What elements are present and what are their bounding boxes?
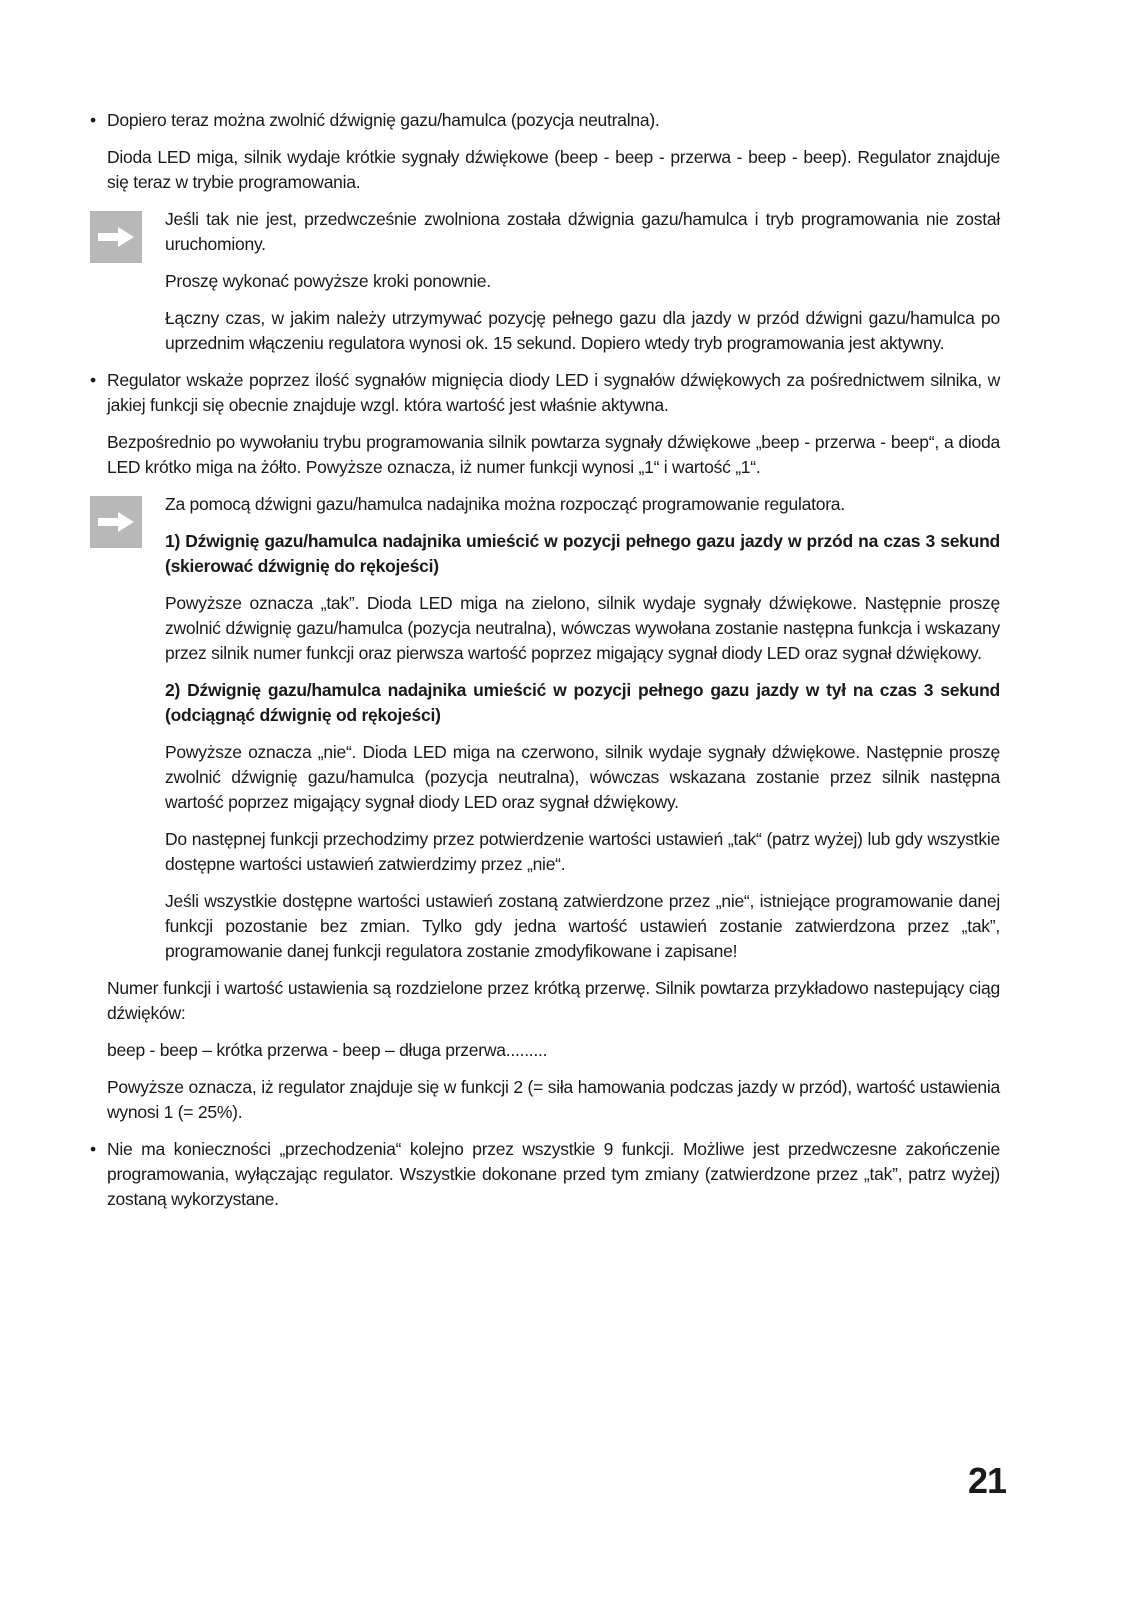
paragraph: beep - beep – krótka przerwa - beep – długa przerwa.........	[107, 1040, 548, 1060]
paragraph: Dioda LED miga, silnik wydaje krótkie sygnały dźwiękowe (beep - beep - przerwa - beep - beep). Regulator znajduje się teraz w trybie programowania.	[107, 147, 1000, 192]
bullet-symbol: •	[90, 110, 96, 130]
step-heading: 2) Dźwignię gazu/hamulca nadajnika umieścić w pozycji pełnego gazu jazdy w tył na czas 3 sekund (odciągnąć dźwignię od rękojeści)	[165, 680, 1000, 725]
note-text: Łączny czas, w jakim należy utrzymywać pozycję pełnego gazu dla jazdy w przód dźwigni gazu/hamulca po uprzednim włączeniu regulatora wynosi ok. 15 sekund. Dopiero wtedy tryb programowania jest aktywny.	[165, 308, 1000, 353]
note-text: Jeśli wszystkie dostępne wartości ustawień zostaną zatwierdzone przez „nie“, istniejące programowanie danej funkcji pozostanie bez zmian. Tylko gdy jedna wartość ustawień zostanie zatwierdzona przez „tak”, programowanie danej funkcji regulatora zostanie zmodyfikowane i zapisane!	[165, 891, 1000, 961]
note-text: Powyższe oznacza „nie“. Dioda LED miga na czerwono, silnik wydaje sygnały dźwiękowe. Następnie proszę zwolnić dźwignię gazu/hamulca (pozycja neutralna), wówczas wskazana zostanie przez silnik następna wartość poprzez migający sygnał diody LED oraz sygnał dźwiękowy.	[165, 742, 1000, 812]
note-text: Do następnej funkcji przechodzimy przez potwierdzenie wartości ustawień „tak“ (patrz wyżej) lub gdy wszystkie dostępne wartości ustawień zatwierdzimy przez „nie“.	[165, 829, 1000, 874]
page-content	[90, 108, 1000, 1224]
bullet-item	[90, 1137, 1000, 1212]
right-arrow-icon	[90, 496, 142, 548]
bullet-symbol: •	[90, 370, 96, 390]
bullet-text: Regulator wskaże poprzez ilość sygnałów mignięcia diody LED i sygnałów dźwiękowych za pośrednictwem silnika, w jakiej funkcji się obecnie znajduje wzgl. która wartość jest właśnie aktywna.	[107, 370, 1000, 415]
bullet-text: Nie ma konieczności „przechodzenia“ kolejno przez wszystkie 9 funkcji. Możliwe jest przedwczesne zakończenie programowania, wyłączając regulator. Wszystkie dokonane przed tym zmiany (zatwierdzone przez „tak”, patrz wyżej) zostaną wykorzystane.	[107, 1139, 1000, 1209]
note-block	[90, 207, 1000, 368]
paragraph: Powyższe oznacza, iż regulator znajduje się w funkcji 2 (= siła hamowania podczas jazdy w przód), wartość ustawienia wynosi 1 (= 25%).	[107, 1077, 1000, 1122]
note-text: Proszę wykonać powyższe kroki ponownie.	[165, 271, 491, 291]
note-text: Powyższe oznacza „tak”. Dioda LED miga na zielono, silnik wydaje sygnały dźwiękowe. Następnie proszę zwolnić dźwignię gazu/hamulca (pozycja neutralna), wówczas wywołana zostanie następna funkcja i wskazany przez silnik numer funkcji oraz pierwsza wartość poprzez migający sygnał diody LED oraz sygnał dźwiękowy.	[165, 593, 1000, 663]
step-heading: 1) Dźwignię gazu/hamulca nadajnika umieścić w pozycji pełnego gazu jazdy w przód na czas 3 sekund (skierować dźwignię do rękojeści)	[165, 531, 1000, 576]
note-body	[165, 492, 1000, 976]
paragraph: Bezpośrednio po wywołaniu trybu programowania silnik powtarza sygnały dźwiękowe „beep - przerwa - beep“, a dioda LED krótko miga na żółto. Powyższe oznacza, iż numer funkcji wynosi „1“ i wartość „1“.	[107, 432, 1000, 477]
bullet-item	[90, 108, 1000, 133]
note-text: Za pomocą dźwigni gazu/hamulca nadajnika można rozpocząć programowanie regulatora.	[165, 494, 845, 514]
note-block	[90, 492, 1000, 976]
bullet-text: Dopiero teraz można zwolnić dźwignię gazu/hamulca (pozycja neutralna).	[107, 110, 660, 130]
page-number: 21	[967, 1460, 1006, 1501]
paragraph: Numer funkcji i wartość ustawienia są rozdzielone przez krótką przerwę. Silnik powtarza przykładowo nastepujący ciąg dźwięków:	[107, 978, 1000, 1023]
bullet-item	[90, 368, 1000, 418]
note-text: Jeśli tak nie jest, przedwcześnie zwolniona została dźwignia gazu/hamulca i tryb programowania nie został uruchomiony.	[165, 209, 1000, 254]
note-body	[165, 207, 1000, 368]
bullet-symbol: •	[90, 1139, 96, 1159]
right-arrow-icon	[90, 211, 142, 263]
